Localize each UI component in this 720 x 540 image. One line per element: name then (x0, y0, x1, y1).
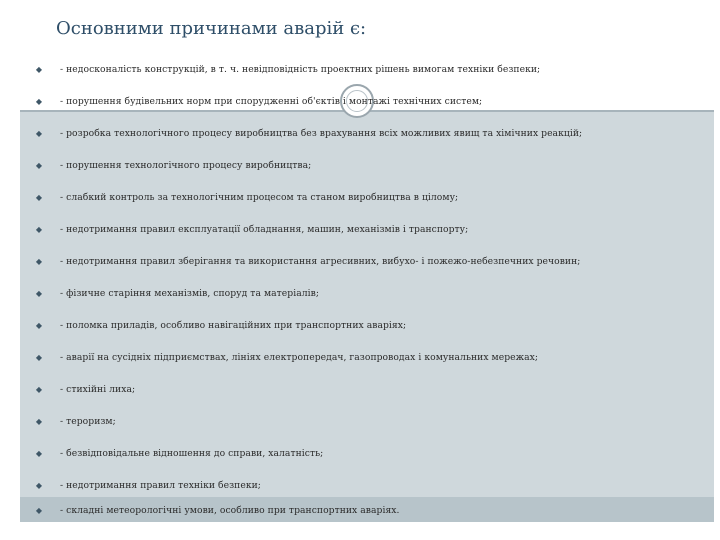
list-item (34, 413, 116, 429)
diamond-bullet-icon: ◆ (35, 288, 43, 298)
list-item (34, 477, 261, 493)
slide-title: Основними причинами аварій є: (56, 18, 367, 39)
list-item-text: - недотримання правил техніки безпеки; (60, 479, 261, 491)
diamond-bullet-icon: ◆ (35, 224, 43, 234)
list-item-text: - стихійні лиха; (60, 383, 136, 395)
list-item (34, 61, 540, 77)
list-item-text: - слабкий контроль за технологічним процесом та станом виробництва в цілому; (60, 191, 459, 203)
list-item (34, 381, 135, 397)
list-item-text: - недотримання правил експлуатації обладнання, машин, механізмів і транспорту; (60, 223, 469, 235)
diamond-bullet-icon: ◆ (35, 448, 43, 458)
diamond-bullet-icon: ◆ (35, 505, 43, 515)
diamond-bullet-icon: ◆ (35, 192, 43, 202)
list-item-text: - аварії на сусідніх підприємствах, лініях електропередач, газопроводах і комунальних мережах; (60, 351, 539, 363)
list-item-text: - порушення будівельних норм при спорудженні об'єктів і монтажі технічних систем; (60, 95, 483, 107)
diamond-bullet-icon: ◆ (35, 96, 43, 106)
list-item (34, 125, 582, 141)
diamond-bullet-icon: ◆ (35, 352, 43, 362)
list-item-text: - недосконалість конструкцій, в т. ч. невідповідність проектних рішень вимогам техніки безпеки; (60, 63, 541, 75)
list-item (34, 253, 580, 269)
diamond-bullet-icon: ◆ (35, 384, 43, 394)
list-item (34, 93, 482, 109)
list-item (34, 157, 311, 173)
list-item-text: - безвідповідальне відношення до справи, халатність; (60, 447, 324, 459)
diamond-bullet-icon: ◆ (35, 160, 43, 170)
list-item-text: - недотримання правил зберігання та використання агресивних, вибухо- і пожежо-небезпечних речовин; (60, 255, 581, 267)
diamond-bullet-icon: ◆ (35, 64, 43, 74)
list-item (34, 349, 538, 365)
list-item-text: - поломка приладів, особливо навігаційних при транспортних аваріях; (60, 319, 407, 331)
list-item (34, 221, 468, 237)
list-item (34, 502, 400, 518)
diamond-bullet-icon: ◆ (35, 320, 43, 330)
list-item (34, 317, 406, 333)
list-item (34, 189, 458, 205)
list-item-text: - розробка технологічного процесу виробництва без врахування всіх можливих явищ та хімічних реакцій; (60, 127, 583, 139)
diamond-bullet-icon: ◆ (35, 256, 43, 266)
list-item (34, 445, 323, 461)
list-item (34, 285, 319, 301)
diamond-bullet-icon: ◆ (35, 416, 43, 426)
diamond-bullet-icon: ◆ (35, 128, 43, 138)
diamond-bullet-icon: ◆ (35, 480, 43, 490)
list-item-text: - фізичне старіння механізмів, споруд та матеріалів; (60, 287, 319, 299)
list-item-text: - тероризм; (60, 415, 116, 427)
list-item-text: - складні метеорологічні умови, особливо при транспортних аваріях. (60, 504, 400, 516)
list-item-text: - порушення технологічного процесу виробництва; (60, 159, 312, 171)
